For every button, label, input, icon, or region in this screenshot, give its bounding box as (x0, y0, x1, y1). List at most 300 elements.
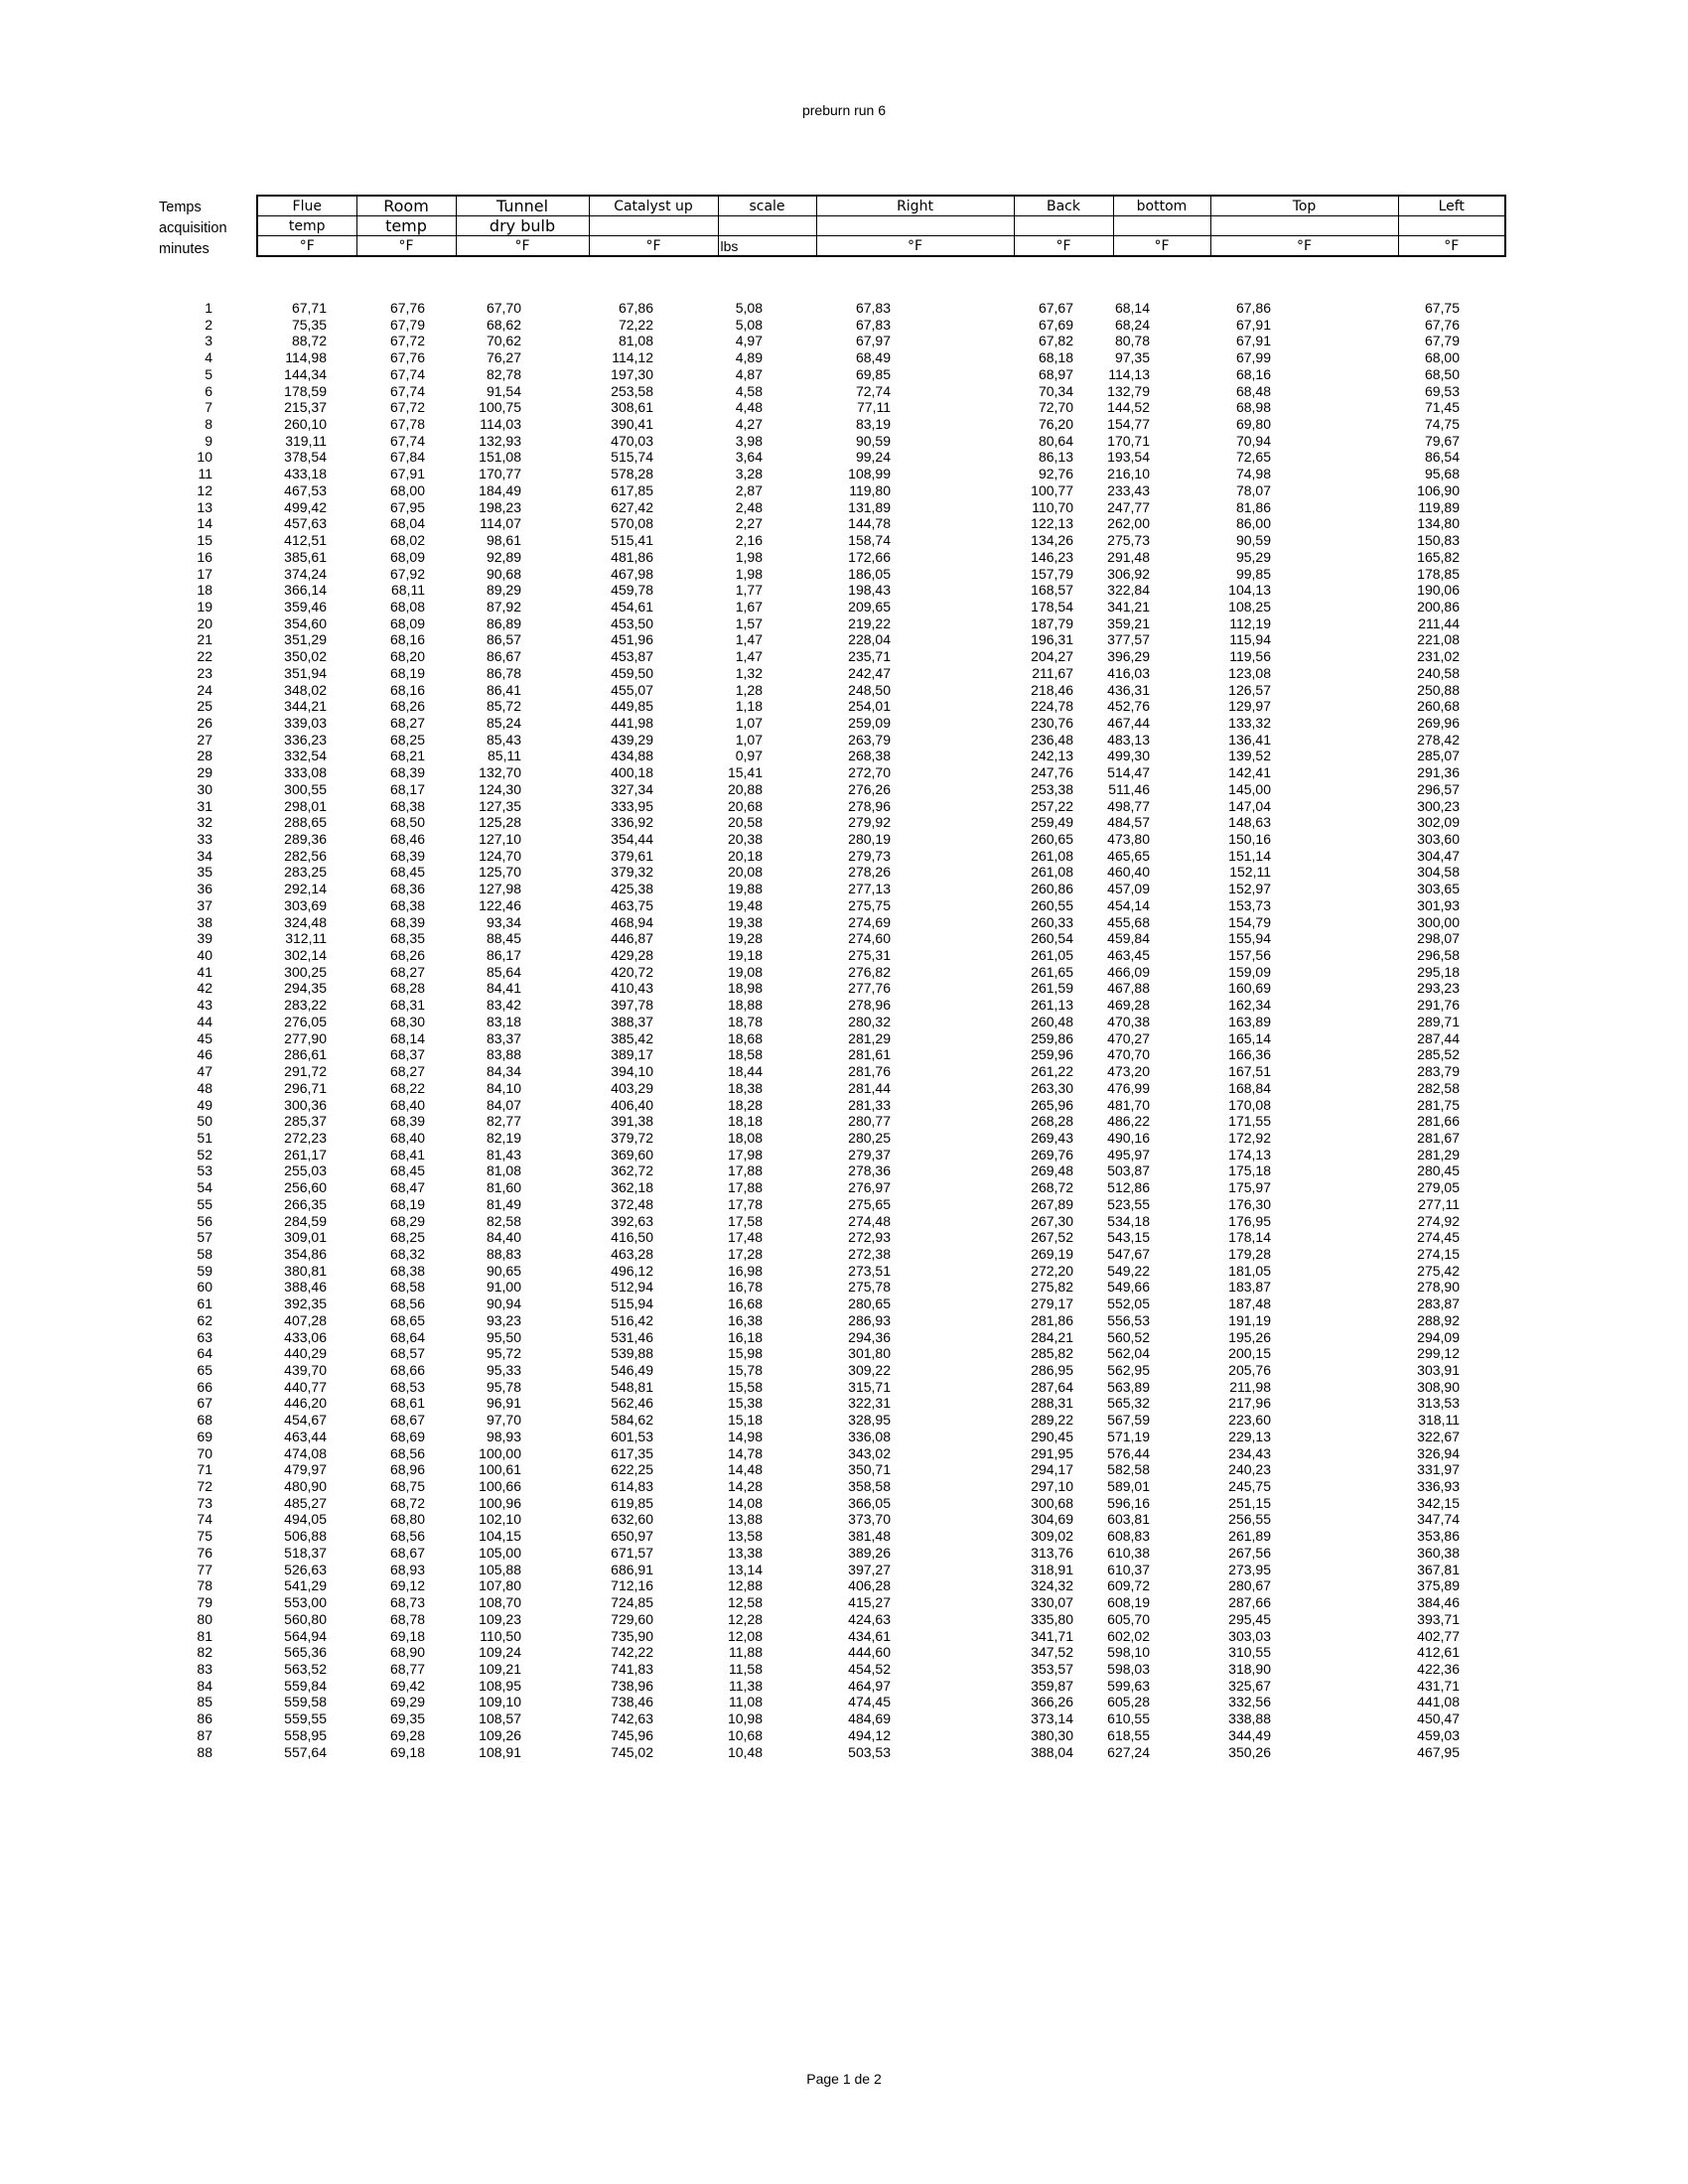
cell-back: 269,76 (1031, 1146, 1073, 1162)
cell-flue: 283,22 (284, 997, 327, 1014)
cell-top: 168,84 (1228, 1079, 1271, 1096)
cell-top: 229,13 (1228, 1428, 1271, 1444)
cell-room: 68,27 (389, 1063, 425, 1080)
cell-bottom: 483,13 (1107, 731, 1150, 748)
cell-scale: 2,27 (735, 515, 763, 532)
cell-room: 67,74 (389, 432, 425, 449)
cell-back: 257,22 (1031, 797, 1073, 814)
cell-right: 69,85 (855, 365, 891, 382)
cell-scale: 18,28 (727, 1096, 763, 1113)
cell-left: 431,71 (1417, 1677, 1460, 1694)
cell-right: 263,79 (848, 731, 891, 748)
cell-flue: 312,11 (285, 930, 327, 947)
cell-catalyst-up: 745,96 (611, 1726, 653, 1743)
cell-right: 281,76 (848, 1063, 891, 1080)
cell-tunnel: 93,34 (486, 913, 521, 930)
cell-minute: 58 (197, 1245, 212, 1262)
cell-scale: 20,88 (727, 780, 763, 797)
cell-right: 281,61 (848, 1046, 891, 1063)
cell-scale: 13,88 (727, 1511, 763, 1528)
cell-scale: 14,28 (727, 1478, 763, 1495)
cell-left: 302,09 (1417, 814, 1460, 831)
cell-scale: 15,18 (727, 1412, 763, 1429)
cell-back: 68,18 (1038, 349, 1073, 366)
cell-top: 67,86 (1235, 300, 1271, 316)
cell-top: 178,14 (1228, 1229, 1271, 1246)
table-row (0, 1263, 1688, 1280)
cell-bottom: 562,95 (1107, 1362, 1150, 1378)
cell-scale: 1,98 (735, 565, 763, 582)
cell-catalyst-up: 385,42 (611, 1029, 653, 1046)
table-row (0, 1196, 1688, 1213)
cell-top: 150,16 (1228, 831, 1271, 847)
cell-scale: 18,44 (727, 1063, 763, 1080)
cell-tunnel: 84,07 (486, 1096, 521, 1113)
cell-bottom: 490,16 (1107, 1129, 1150, 1146)
cell-minute: 31 (197, 797, 212, 814)
cell-back: 347,52 (1031, 1644, 1073, 1661)
table-row (0, 881, 1688, 897)
cell-scale: 14,08 (727, 1494, 763, 1511)
cell-flue: 348,02 (284, 681, 327, 698)
cell-minute: 79 (197, 1594, 212, 1611)
cell-room: 68,22 (389, 1079, 425, 1096)
cell-catalyst-up: 614,83 (611, 1478, 653, 1495)
cell-bottom: 549,22 (1107, 1262, 1150, 1279)
cell-bottom: 170,71 (1107, 432, 1150, 449)
cell-bottom: 467,88 (1107, 980, 1150, 997)
cell-minute: 5 (205, 365, 212, 382)
cell-scale: 16,38 (727, 1311, 763, 1328)
cell-top: 245,75 (1228, 1478, 1271, 1495)
cell-bottom: 589,01 (1107, 1478, 1150, 1495)
cell-flue: 266,35 (284, 1195, 327, 1212)
table-row (0, 1577, 1688, 1594)
cell-left: 291,76 (1417, 997, 1460, 1014)
table-row (0, 599, 1688, 615)
cell-room: 68,38 (389, 896, 425, 913)
cell-bottom: 455,68 (1107, 913, 1150, 930)
cell-bottom: 618,55 (1107, 1726, 1150, 1743)
cell-bottom: 262,00 (1107, 515, 1150, 532)
cell-tunnel: 81,43 (486, 1146, 521, 1162)
cell-left: 279,05 (1417, 1179, 1460, 1196)
cell-minute: 16 (197, 548, 212, 565)
cell-minute: 18 (197, 582, 212, 599)
cell-right: 309,22 (848, 1362, 891, 1378)
cell-back: 330,07 (1031, 1594, 1073, 1611)
cell-top: 179,28 (1228, 1245, 1271, 1262)
cell-minute: 50 (197, 1113, 212, 1130)
cell-catalyst-up: 627,42 (611, 498, 653, 515)
cell-right: 67,97 (855, 333, 891, 349)
cell-top: 155,94 (1228, 930, 1271, 947)
cell-tunnel: 92,89 (486, 548, 521, 565)
cell-tunnel: 109,23 (479, 1610, 521, 1627)
cell-catalyst-up: 455,07 (611, 681, 653, 698)
cell-scale: 3,98 (735, 432, 763, 449)
cell-room: 68,56 (389, 1296, 425, 1312)
table-row (0, 349, 1688, 366)
table-row (0, 1727, 1688, 1744)
header-flue: Flue (257, 196, 356, 216)
cell-room: 68,67 (389, 1544, 425, 1561)
cell-scale: 19,48 (727, 896, 763, 913)
cell-room: 67,72 (389, 399, 425, 416)
table-row (0, 1030, 1688, 1047)
cell-scale: 2,48 (735, 498, 763, 515)
cell-room: 69,18 (389, 1743, 425, 1760)
table-row (0, 930, 1688, 947)
cell-back: 253,38 (1031, 780, 1073, 797)
cell-left: 296,57 (1417, 780, 1460, 797)
cell-back: 70,34 (1038, 382, 1073, 399)
cell-right: 277,76 (848, 980, 891, 997)
cell-scale: 17,58 (727, 1212, 763, 1229)
cell-scale: 17,48 (727, 1229, 763, 1246)
cell-back: 267,89 (1031, 1195, 1073, 1212)
cell-scale: 1,47 (735, 631, 763, 648)
table-row (0, 1312, 1688, 1329)
cell-back: 242,13 (1031, 748, 1073, 764)
table-row (0, 1478, 1688, 1495)
cell-right: 77,11 (857, 399, 891, 416)
cell-room: 67,95 (389, 498, 425, 515)
cell-scale: 1,28 (735, 681, 763, 698)
cell-room: 68,19 (389, 664, 425, 681)
cell-top: 72,65 (1235, 449, 1271, 466)
cell-top: 303,03 (1228, 1627, 1271, 1644)
cell-scale: 2,87 (735, 481, 763, 498)
cell-top: 68,98 (1235, 399, 1271, 416)
cell-catalyst-up: 459,78 (611, 582, 653, 599)
cell-right: 464,97 (848, 1677, 891, 1694)
cell-tunnel: 88,45 (486, 930, 521, 947)
cell-right: 279,92 (848, 814, 891, 831)
cell-tunnel: 109,21 (479, 1660, 521, 1677)
cell-minute: 22 (197, 648, 212, 665)
cell-back: 178,54 (1031, 598, 1073, 614)
cell-tunnel: 87,92 (486, 598, 521, 614)
cell-room: 68,04 (389, 515, 425, 532)
table-row (0, 1162, 1688, 1179)
cell-scale: 15,41 (727, 764, 763, 781)
cell-catalyst-up: 114,12 (612, 349, 653, 366)
cell-back: 309,02 (1031, 1528, 1073, 1545)
cell-room: 68,39 (389, 847, 425, 864)
cell-left: 303,91 (1417, 1362, 1460, 1378)
cell-room: 68,93 (389, 1561, 425, 1577)
cell-right: 294,36 (848, 1328, 891, 1345)
cell-minute: 35 (197, 864, 212, 881)
cell-room: 68,73 (389, 1594, 425, 1611)
cell-back: 279,17 (1031, 1296, 1073, 1312)
cell-scale: 19,08 (727, 963, 763, 980)
cell-right: 235,71 (848, 648, 891, 665)
cell-scale: 10,98 (727, 1710, 763, 1727)
cell-minute: 80 (197, 1610, 212, 1627)
cell-flue: 506,88 (284, 1528, 327, 1545)
table-row (0, 631, 1688, 648)
table-row (0, 482, 1688, 499)
cell-catalyst-up: 738,96 (611, 1677, 653, 1694)
cell-tunnel: 76,27 (486, 349, 521, 366)
cell-catalyst-up: 512,94 (611, 1279, 653, 1296)
cell-minute: 1 (205, 300, 212, 316)
cell-left: 360,38 (1417, 1544, 1460, 1561)
cell-top: 129,97 (1228, 698, 1271, 715)
cell-back: 267,30 (1031, 1212, 1073, 1229)
cell-minute: 17 (197, 565, 212, 582)
cell-right: 280,19 (848, 831, 891, 847)
cell-flue: 366,14 (284, 582, 327, 599)
cell-top: 157,56 (1228, 947, 1271, 964)
cell-top: 67,91 (1235, 333, 1271, 349)
cell-catalyst-up: 619,85 (611, 1494, 653, 1511)
table-row (0, 798, 1688, 815)
cell-catalyst-up: 327,34 (611, 780, 653, 797)
cell-flue: 178,59 (284, 382, 327, 399)
cell-catalyst-up: 531,46 (611, 1328, 653, 1345)
cell-catalyst-up: 453,50 (611, 614, 653, 631)
cell-minute: 86 (197, 1710, 212, 1727)
cell-left: 240,58 (1417, 664, 1460, 681)
cell-top: 344,49 (1228, 1726, 1271, 1743)
cell-scale: 17,28 (727, 1245, 763, 1262)
cell-minute: 36 (197, 881, 212, 897)
cell-room: 67,74 (389, 365, 425, 382)
cell-bottom: 503,87 (1107, 1162, 1150, 1179)
cell-back: 260,86 (1031, 881, 1073, 897)
cell-right: 275,65 (848, 1195, 891, 1212)
cell-catalyst-up: 372,48 (611, 1195, 653, 1212)
cell-catalyst-up: 712,16 (611, 1577, 653, 1594)
cell-scale: 18,18 (727, 1113, 763, 1130)
subheader-bottom (1113, 216, 1210, 236)
cell-catalyst-up: 584,62 (611, 1412, 653, 1429)
table-row (0, 416, 1688, 433)
cell-right: 415,27 (848, 1594, 891, 1611)
cell-tunnel: 95,78 (486, 1378, 521, 1395)
cell-back: 353,57 (1031, 1660, 1073, 1677)
cell-flue: 526,63 (284, 1561, 327, 1577)
table-row (0, 1661, 1688, 1678)
cell-left: 68,00 (1424, 349, 1460, 366)
cell-catalyst-up: 379,61 (611, 847, 653, 864)
cell-right: 186,05 (848, 565, 891, 582)
cell-left: 287,44 (1417, 1029, 1460, 1046)
cell-right: 281,33 (848, 1096, 891, 1113)
cell-room: 68,32 (389, 1245, 425, 1262)
cell-right: 279,73 (848, 847, 891, 864)
cell-bottom: 511,46 (1108, 780, 1150, 797)
cell-right: 274,60 (848, 930, 891, 947)
unit-right: °F (816, 236, 1014, 257)
cell-bottom: 247,77 (1107, 498, 1150, 515)
cell-right: 278,96 (848, 997, 891, 1014)
cell-tunnel: 83,37 (486, 1029, 521, 1046)
cell-catalyst-up: 454,61 (611, 598, 653, 614)
cell-right: 268,38 (848, 748, 891, 764)
cell-flue: 518,37 (284, 1544, 327, 1561)
cell-flue: 485,27 (284, 1494, 327, 1511)
cell-room: 68,96 (389, 1461, 425, 1478)
cell-flue: 494,05 (284, 1511, 327, 1528)
cell-right: 434,61 (848, 1627, 891, 1644)
cell-left: 67,76 (1424, 316, 1460, 333)
cell-scale: 4,89 (735, 349, 763, 366)
cell-room: 68,64 (389, 1328, 425, 1345)
cell-catalyst-up: 253,58 (611, 382, 653, 399)
cell-bottom: 97,35 (1114, 349, 1150, 366)
cell-top: 211,98 (1229, 1378, 1271, 1395)
cell-right: 172,66 (848, 548, 891, 565)
cell-tunnel: 82,78 (486, 365, 521, 382)
cell-room: 69,28 (389, 1726, 425, 1743)
cell-room: 68,27 (389, 714, 425, 731)
cell-flue: 433,06 (284, 1328, 327, 1345)
cell-left: 278,42 (1417, 731, 1460, 748)
cell-scale: 13,58 (727, 1528, 763, 1545)
cell-room: 68,77 (389, 1660, 425, 1677)
cell-back: 259,86 (1031, 1029, 1073, 1046)
cell-tunnel: 96,91 (486, 1395, 521, 1412)
cell-minute: 34 (197, 847, 212, 864)
cell-room: 67,76 (389, 300, 425, 316)
table-row (0, 1528, 1688, 1545)
cell-left: 301,93 (1417, 896, 1460, 913)
cell-top: 86,00 (1235, 515, 1271, 532)
cell-room: 67,78 (389, 416, 425, 433)
cell-right: 219,22 (848, 614, 891, 631)
cell-right: 259,09 (848, 714, 891, 731)
cell-flue: 284,59 (284, 1212, 327, 1229)
cell-left: 336,93 (1417, 1478, 1460, 1495)
cell-tunnel: 90,94 (486, 1296, 521, 1312)
cell-tunnel: 89,29 (486, 582, 521, 599)
table-row (0, 1461, 1688, 1478)
cell-left: 342,15 (1417, 1494, 1460, 1511)
cell-top: 95,29 (1235, 548, 1271, 565)
table-row (0, 1147, 1688, 1163)
cell-catalyst-up: 741,83 (611, 1660, 653, 1677)
cell-tunnel: 151,08 (479, 449, 521, 466)
cell-catalyst-up: 354,44 (611, 831, 653, 847)
cell-tunnel: 108,57 (479, 1710, 521, 1727)
cell-minute: 25 (197, 698, 212, 715)
cell-back: 288,31 (1031, 1395, 1073, 1412)
cell-flue: 354,60 (284, 614, 327, 631)
cell-top: 153,73 (1228, 896, 1271, 913)
cell-bottom: 467,44 (1107, 714, 1150, 731)
cell-room: 69,35 (389, 1710, 425, 1727)
cell-minute: 85 (197, 1694, 212, 1710)
subheader-back (1014, 216, 1113, 236)
cell-left: 79,67 (1424, 432, 1460, 449)
cell-bottom: 463,45 (1107, 947, 1150, 964)
cell-minute: 59 (197, 1262, 212, 1279)
cell-bottom: 291,48 (1107, 548, 1150, 565)
cell-top: 166,36 (1228, 1046, 1271, 1063)
unit-bottom: °F (1113, 236, 1210, 257)
cell-catalyst-up: 463,28 (611, 1245, 653, 1262)
cell-minute: 81 (197, 1627, 212, 1644)
cell-flue: 303,69 (284, 896, 327, 913)
cell-bottom: 416,03 (1107, 664, 1150, 681)
cell-flue: 412,51 (284, 532, 327, 549)
cell-room: 67,92 (389, 565, 425, 582)
cell-back: 260,33 (1031, 913, 1073, 930)
cell-room: 68,38 (389, 1262, 425, 1279)
table-row (0, 1710, 1688, 1727)
cell-room: 68,41 (389, 1146, 425, 1162)
cell-top: 142,41 (1228, 764, 1271, 781)
cell-tunnel: 86,89 (486, 614, 521, 631)
cell-back: 275,82 (1031, 1279, 1073, 1296)
cell-flue: 378,54 (284, 449, 327, 466)
table-row (0, 532, 1688, 549)
table-row (0, 781, 1688, 798)
cell-bottom: 560,52 (1107, 1328, 1150, 1345)
cell-left: 274,45 (1417, 1229, 1460, 1246)
cell-minute: 3 (205, 333, 212, 349)
cell-bottom: 359,21 (1107, 614, 1150, 631)
table-row (0, 399, 1688, 416)
table-row (0, 964, 1688, 981)
cell-top: 234,43 (1228, 1444, 1271, 1461)
cell-tunnel: 105,00 (479, 1544, 521, 1561)
header-scale: scale (718, 196, 816, 216)
cell-minute: 11 (198, 466, 212, 482)
cell-right: 397,27 (848, 1561, 891, 1577)
cell-minute: 53 (197, 1162, 212, 1179)
cell-room: 68,25 (389, 1229, 425, 1246)
cell-room: 68,69 (389, 1428, 425, 1444)
cell-left: 281,67 (1417, 1129, 1460, 1146)
cell-right: 322,31 (848, 1395, 891, 1412)
cell-catalyst-up: 388,37 (611, 1013, 653, 1029)
cell-back: 269,48 (1031, 1162, 1073, 1179)
cell-minute: 29 (197, 764, 212, 781)
cell-scale: 20,38 (727, 831, 763, 847)
cell-back: 260,65 (1031, 831, 1073, 847)
cell-minute: 24 (197, 681, 212, 698)
cell-tunnel: 95,50 (486, 1328, 521, 1345)
cell-back: 318,91 (1031, 1561, 1073, 1577)
cell-back: 211,67 (1032, 664, 1073, 681)
cell-left: 422,36 (1417, 1660, 1460, 1677)
cell-top: 267,56 (1228, 1544, 1271, 1561)
cell-right: 406,28 (848, 1577, 891, 1594)
table-row (0, 1296, 1688, 1312)
cell-tunnel: 105,88 (479, 1561, 521, 1577)
cell-top: 175,18 (1228, 1162, 1271, 1179)
cell-top: 67,99 (1235, 349, 1271, 366)
cell-scale: 4,87 (735, 365, 763, 382)
cell-bottom: 452,76 (1107, 698, 1150, 715)
cell-scale: 5,08 (735, 316, 763, 333)
cell-left: 71,45 (1424, 399, 1460, 416)
cell-room: 68,72 (389, 1494, 425, 1511)
cell-room: 69,29 (389, 1694, 425, 1710)
cell-room: 67,79 (389, 316, 425, 333)
cell-room: 69,12 (389, 1577, 425, 1594)
cell-flue: 333,08 (284, 764, 327, 781)
cell-top: 136,41 (1228, 731, 1271, 748)
cell-minute: 4 (205, 349, 212, 366)
cell-right: 424,63 (848, 1610, 891, 1627)
cell-catalyst-up: 362,18 (611, 1179, 653, 1196)
